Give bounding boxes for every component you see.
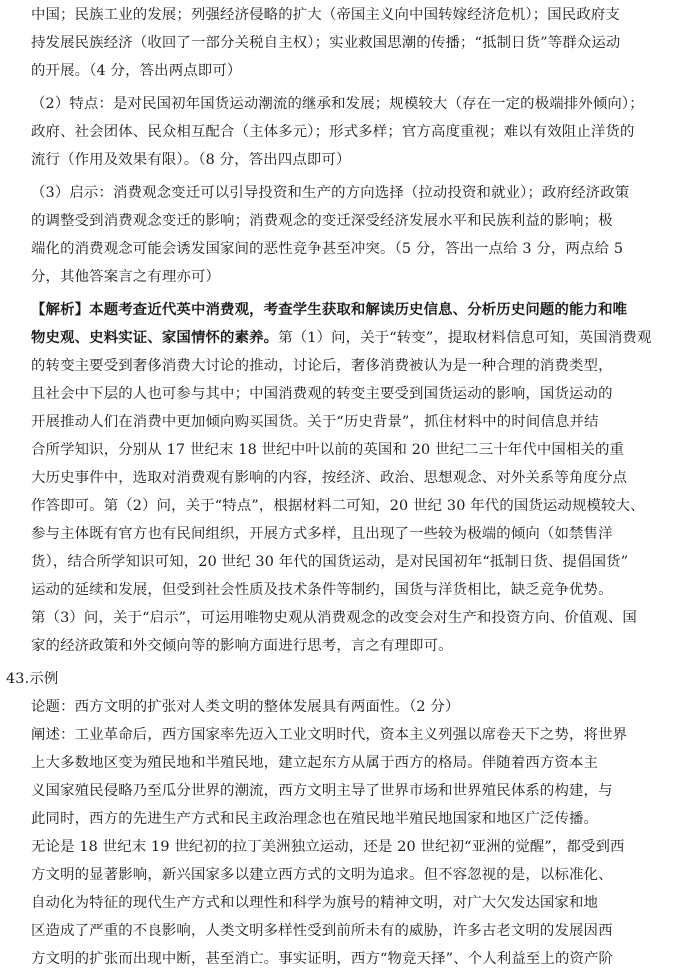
text-line: 方文明的显著影响，新兴国家多以建立西方式的文明为追求。但不容忽视的是，以标准化、 bbox=[31, 867, 613, 883]
text-line: 此同时，西方的先进生产方式和民主政治理念也在殖民地半殖民地国家和地区广泛传播。 bbox=[31, 811, 599, 827]
text-line: 流行（作用及效果有限）。（8 分，答出四点即可） bbox=[31, 152, 351, 168]
question-number: 43.示例 bbox=[6, 671, 59, 687]
text-line: 大历史事件中，选取对消费观有影响的内容，按经济、政治、思想观念、对外关系等角度分点 bbox=[31, 470, 628, 486]
text-line: 运动的延续和发展，但受到社会性质及技术条件等制约，国货与洋货相比，缺乏竞争优势。 bbox=[31, 582, 613, 598]
text-line: 中国；民族工业的发展；列强经济侵略的扩大（帝国主义向中国转嫁经济危机）；国民政府支 bbox=[31, 7, 620, 23]
text-line: （2）特点：是对民国初年国货运动潮流的继承和发展；规模较大（存在一定的极端排外倾向）； bbox=[31, 96, 644, 112]
analysis-line bbox=[31, 325, 652, 351]
text-line: 的调整受到消费观念变迁的影响；消费观念的变迁深受经济发展水平和民族利益的影响；极 bbox=[31, 213, 613, 229]
text-line: 持发展民族经济（收回了一部分关税自主权）；实业救国思潮的传播；“抵制日货”等群众运动 bbox=[31, 35, 621, 51]
text-line: 义国家殖民侵略乃至瓜分世界的潮流，西方文明主导了世界市场和世界殖民体系的构建，与 bbox=[31, 783, 613, 799]
text-line: 家的经济政策和外交倾向等的影响方面进行思考，言之有理即可。 bbox=[31, 638, 453, 654]
analysis-heading: 【解析】本题考查近代英中消费观，考查学生获取和解读历史信息、分析历史问题的能力和唯 bbox=[31, 301, 628, 318]
analysis-line-rest: 第（1）问，关于“转变”，提取材料信息可知，英国消费观 bbox=[278, 330, 652, 346]
text-line: 方文明的扩张而出现中断，甚至消亡。事实证明，西方“物竞天择”、个人利益至上的资产阶 bbox=[31, 951, 614, 967]
analysis-bold-tail: 物史观、史料实证、家国情怀的素养。 bbox=[31, 329, 279, 346]
text-line: 上大多数地区变为殖民地和半殖民地，建立起东方从属于西方的格局。伴随着西方资本主 bbox=[31, 755, 599, 771]
text-line: 论题：西方文明的扩张对人类文明的整体发展具有两面性。（2 分） bbox=[31, 699, 460, 715]
text-line: 作答即可。第（2）问，关于“特点”，根据材料二可知，20 世纪 30 年代的国货运动规模较大、 bbox=[31, 498, 645, 514]
text-line: 的开展。（4 分，答出两点即可） bbox=[31, 63, 242, 79]
text-line: 合所学知识，分别从 17 世纪末 18 世纪中叶以前的英国和 20 世纪二三十年代中国相关的重 bbox=[31, 442, 625, 458]
text-line: 开展推动人们在消费中更加倾向购买国货。关于“历史背景”，抓住材料中的时间信息并结 bbox=[31, 414, 599, 430]
text-line: 区造成了严重的不良影响，人类文明多样性受到前所未有的威胁，许多古老文明的发展因西 bbox=[31, 923, 613, 939]
text-line: 分，其他答案言之有理亦可） bbox=[31, 269, 221, 285]
text-line: 阐述：工业革命后，西方国家率先迈入工业文明时代，资本主义列强以席卷天下之势，将世界 bbox=[31, 727, 628, 743]
text-line: （3）启示：消费观念变迁可以引导投资和生产的方向选择（拉动投资和就业）；政府经济政策 bbox=[31, 185, 630, 201]
text-line: 货），结合所学知识可知，20 世纪 30 年代的国货运动，是对民国初年“抵制日货、提倡国货” bbox=[31, 554, 629, 570]
text-line: 第（3）问，关于“启示”，可运用唯物史观从消费观念的改变会对生产和投资方向、价值观、国 bbox=[31, 610, 637, 626]
text-line: 自动化为特征的现代生产方式和以理性和科学为旗号的精神文明，对广大欠发达国家和地 bbox=[31, 895, 599, 911]
text-line: 参与主体既有官方也有民间组织，开展方式多样，且出现了一些较为极端的倾向（如禁售洋 bbox=[31, 526, 613, 542]
text-line: 政府、社会团体、民众相互配合（主体多元）；形式多样；官方高度重视；难以有效阻止洋货的 bbox=[31, 124, 635, 140]
text-line: 且社会中下层的人也可参与其中；中国消费观的转变主要受到国货运动的影响，国货运动的 bbox=[31, 386, 613, 402]
text-line: 端化的消费观念可能会诱发国家间的恶性竞争甚至冲突。（5 分，答出一点给 3 分，两点给 5 bbox=[31, 241, 624, 257]
text-line: 无论是 18 世纪末 19 世纪初的拉丁美洲独立运动，还是 20 世纪初“亚洲的觉醒”，都受到西 bbox=[31, 839, 625, 855]
text-line: 的转变主要受到奢侈消费大讨论的推动，讨论后，奢侈消费被认为是一种合理的消费类型， bbox=[31, 358, 613, 374]
